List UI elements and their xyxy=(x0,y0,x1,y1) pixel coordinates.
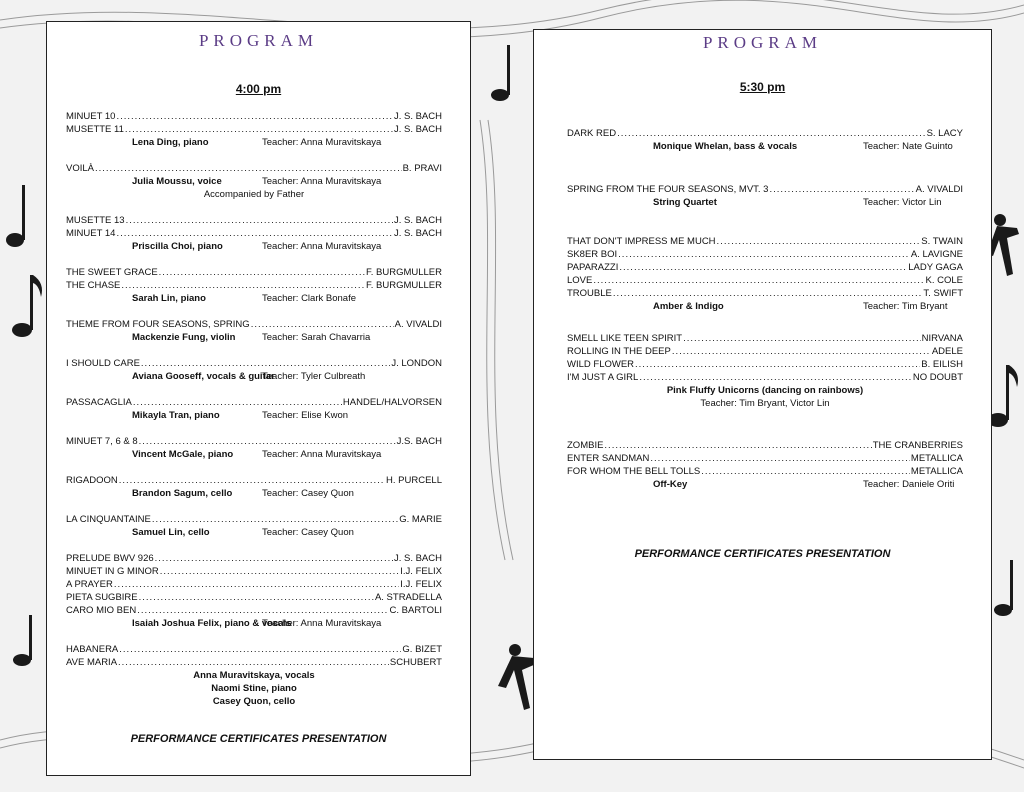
program-entry xyxy=(66,357,442,383)
piece-row xyxy=(66,435,442,448)
program-entry xyxy=(66,266,442,305)
piece-title: ROLLING IN THE DEEP xyxy=(567,346,671,357)
music-note-icon xyxy=(13,615,32,666)
dot-leader xyxy=(617,127,925,140)
dot-leader xyxy=(159,266,365,279)
program-entry xyxy=(66,162,442,201)
piece-row xyxy=(66,357,442,370)
piece-composer: J. S. BACH xyxy=(393,124,442,135)
piece-title: THEME FROM FOUR SEASONS, SPRING xyxy=(66,319,250,330)
session-time: 5:30 pm xyxy=(739,80,786,94)
performer-row xyxy=(66,617,442,630)
dot-leader xyxy=(125,123,393,136)
piece-composer: G. BIZET xyxy=(402,644,442,655)
performer-name: Naomi Stine, piano xyxy=(211,683,297,694)
piece-composer: HANDEL/HALVORSEN xyxy=(342,397,442,408)
piece-row xyxy=(567,332,963,345)
performer-name: Priscilla Choi, piano xyxy=(132,241,223,252)
piece-title: THAT DON'T IMPRESS ME MUCH xyxy=(567,236,716,247)
teacher-name: Teacher: Anna Muravitskaya xyxy=(262,241,382,252)
dot-leader xyxy=(133,396,342,409)
performer-row xyxy=(567,300,963,313)
program-entry xyxy=(66,552,442,630)
piece-title: THE SWEET GRACE xyxy=(66,267,158,278)
teacher-name: Teacher: Victor Lin xyxy=(863,197,942,208)
piece-row xyxy=(66,110,442,123)
performer-row xyxy=(66,292,442,305)
piece-row xyxy=(66,565,442,578)
piece-row xyxy=(567,371,963,384)
piece-title: THE CHASE xyxy=(66,280,121,291)
piece-composer: A. VIVALDI xyxy=(915,184,963,195)
program-heading: PROGRAM xyxy=(198,31,319,50)
dot-leader xyxy=(119,474,385,487)
dot-leader xyxy=(116,110,393,123)
piece-composer: METALLICA xyxy=(910,453,963,464)
piece-row xyxy=(66,591,442,604)
performer-row xyxy=(66,175,442,188)
dot-leader xyxy=(717,235,921,248)
dot-leader xyxy=(126,214,393,227)
piece-title: PIETA SUGBIRE xyxy=(66,592,138,603)
piece-composer: LADY GAGA xyxy=(908,262,963,273)
piece-row xyxy=(567,452,963,465)
performer-row xyxy=(66,370,442,383)
teacher-name: Teacher: Casey Quon xyxy=(262,527,354,538)
dot-leader xyxy=(119,643,401,656)
piece-composer: METALLICA xyxy=(910,466,963,477)
piece-title: LA CINQUANTAINE xyxy=(66,514,151,525)
performer-name: Julia Moussu, voice xyxy=(132,176,222,187)
piece-row xyxy=(66,214,442,227)
performer-name: Vincent McGale, piano xyxy=(132,449,234,460)
music-note-icon xyxy=(994,560,1013,616)
program-entry xyxy=(567,439,963,491)
dot-leader xyxy=(639,371,912,384)
dot-leader xyxy=(116,227,393,240)
piece-title: ZOMBIE xyxy=(567,440,604,451)
piece-title: MUSETTE 13 xyxy=(66,215,125,226)
piece-composer: NIRVANA xyxy=(921,333,963,344)
performer-row xyxy=(567,140,963,153)
performer-name: Brandon Sagum, cello xyxy=(132,488,233,499)
piece-row xyxy=(567,274,963,287)
piece-composer: A. STRADELLA xyxy=(374,592,442,603)
session-time: 4:00 pm xyxy=(235,82,282,96)
accompaniment-note: Accompanied by Father xyxy=(203,189,305,200)
piece-title: MINUET 14 xyxy=(66,228,116,239)
piece-title: PRELUDE BWV 926 xyxy=(66,553,154,564)
piece-composer: T. SWIFT xyxy=(923,288,963,299)
piece-composer: C. BARTOLI xyxy=(389,605,442,616)
program-entry xyxy=(66,396,442,422)
teacher-name: Teacher: Nate Guinto xyxy=(863,141,953,152)
piece-row xyxy=(66,604,442,617)
piece-composer: K. COLE xyxy=(925,275,963,286)
piece-composer: S. TWAIN xyxy=(921,236,963,247)
piece-row xyxy=(66,656,442,669)
piece-row xyxy=(567,345,963,358)
piece-composer: THE CRANBERRIES xyxy=(872,440,963,451)
piece-row xyxy=(567,261,963,274)
performer-name: Samuel Lin, cello xyxy=(132,527,210,538)
program-entry xyxy=(567,127,963,153)
program-entry xyxy=(66,110,442,149)
program-entry xyxy=(66,474,442,500)
teacher-name: Teacher: Sarah Chavarria xyxy=(262,332,371,343)
piece-row xyxy=(66,513,442,526)
piece-composer: J. S. BACH xyxy=(393,215,442,226)
piece-row xyxy=(66,578,442,591)
dot-leader xyxy=(769,183,914,196)
program-panel-left xyxy=(46,21,471,776)
program-panel-right xyxy=(533,29,992,760)
piece-row xyxy=(567,358,963,371)
performer-row xyxy=(66,526,442,539)
program-entry xyxy=(66,435,442,461)
piece-title: MINUET 10 xyxy=(66,111,116,122)
dot-leader xyxy=(118,656,389,669)
dot-leader xyxy=(618,248,910,261)
piece-composer: J. S. BACH xyxy=(393,228,442,239)
dancer-silhouette-icon xyxy=(498,644,536,710)
piece-composer: SCHUBERT xyxy=(389,657,442,668)
performer-name: Monique Whelan, bass & vocals xyxy=(653,141,798,152)
program-entry xyxy=(567,235,963,313)
piece-title: AVE MARIA xyxy=(66,657,118,668)
dot-leader xyxy=(604,439,871,452)
piece-composer: I.J. FELIX xyxy=(400,566,442,577)
piece-title: DARK RED xyxy=(567,128,617,139)
piece-row xyxy=(66,123,442,136)
dot-leader xyxy=(121,279,365,292)
program-entry xyxy=(567,183,963,209)
dot-leader xyxy=(137,604,388,617)
dot-leader xyxy=(114,578,399,591)
piece-title: I'M JUST A GIRL xyxy=(567,372,639,383)
performer-row xyxy=(66,448,442,461)
piece-composer: B. PRAVI xyxy=(402,163,442,174)
piece-row xyxy=(66,474,442,487)
program-heading: PROGRAM xyxy=(702,33,823,52)
piece-row xyxy=(567,183,963,196)
performer-name: String Quartet xyxy=(653,197,717,208)
piece-row xyxy=(66,227,442,240)
piece-row xyxy=(567,465,963,478)
performer-row xyxy=(66,240,442,253)
certificates-footer: PERFORMANCE CERTIFICATES PRESENTATION xyxy=(634,548,891,560)
teacher-name: Teacher: Tim Bryant xyxy=(863,301,948,312)
piece-row xyxy=(66,643,442,656)
piece-composer: NO DOUBT xyxy=(912,372,963,383)
piece-composer: I.J. FELIX xyxy=(400,579,442,590)
performer-name: Off-Key xyxy=(653,479,688,490)
performer-name: Sarah Lin, piano xyxy=(132,293,206,304)
dot-leader xyxy=(152,513,398,526)
piece-composer: S. LACY xyxy=(926,128,963,139)
piece-composer: J.S. BACH xyxy=(396,436,442,447)
piece-composer: ADELE xyxy=(931,346,963,357)
dot-leader xyxy=(155,552,393,565)
piece-row xyxy=(567,439,963,452)
dot-leader xyxy=(593,274,924,287)
piece-title: SK8ER BOI xyxy=(567,249,618,260)
program-entry xyxy=(66,214,442,253)
piece-composer: F. BURGMULLER xyxy=(365,280,442,291)
dot-leader xyxy=(683,332,921,345)
dot-leader xyxy=(139,591,374,604)
teacher-name: Teacher: Elise Kwon xyxy=(262,410,349,421)
group-teacher: Teacher: Tim Bryant, Victor Lin xyxy=(700,398,830,409)
piece-composer: A. VIVALDI xyxy=(394,319,442,330)
piece-title: MINUET 7, 6 & 8 xyxy=(66,436,138,447)
performer-name: Amber & Indigo xyxy=(653,301,724,312)
piece-title: PASSACAGLIA xyxy=(66,397,132,408)
piece-title: A PRAYER xyxy=(66,579,113,590)
performer-row xyxy=(66,487,442,500)
teacher-name: Teacher: Daniele Oriti xyxy=(863,479,955,490)
piece-composer: F. BURGMULLER xyxy=(365,267,442,278)
teacher-name: Teacher: Tyler Culbreath xyxy=(262,371,366,382)
program-entry xyxy=(567,332,963,410)
piece-composer: B. EILISH xyxy=(921,359,963,370)
piece-composer: A. LAVIGNE xyxy=(910,249,963,260)
certificates-footer: PERFORMANCE CERTIFICATES PRESENTATION xyxy=(130,733,387,745)
teacher-name: Teacher: Anna Muravitskaya xyxy=(262,137,382,148)
piece-row xyxy=(567,127,963,140)
piece-title: RIGADOON xyxy=(66,475,118,486)
piece-row xyxy=(567,248,963,261)
piece-composer: J. S. BACH xyxy=(393,111,442,122)
program-entry xyxy=(66,513,442,539)
music-note-icon xyxy=(12,275,42,337)
piece-row xyxy=(567,235,963,248)
piece-title: FOR WHOM THE BELL TOLLS xyxy=(567,466,701,477)
performer-name: Anna Muravitskaya, vocals xyxy=(193,670,315,681)
piece-composer: J. LONDON xyxy=(391,358,442,369)
piece-row xyxy=(567,287,963,300)
performer-name: Aviana Gooseff, vocals & guitar xyxy=(132,371,275,382)
performer-row xyxy=(66,136,442,149)
music-note-icon xyxy=(491,45,510,101)
performer-row xyxy=(66,409,442,422)
piece-row xyxy=(66,396,442,409)
performer-row xyxy=(567,196,963,209)
piece-row xyxy=(66,266,442,279)
dot-leader xyxy=(613,287,923,300)
teacher-name: Teacher: Casey Quon xyxy=(262,488,354,499)
music-note-icon xyxy=(6,185,25,247)
dot-leader xyxy=(650,452,910,465)
piece-title: VOILÀ xyxy=(66,163,94,174)
piece-title: SPRING FROM THE FOUR SEASONS, MVT. 3 xyxy=(567,184,769,195)
piece-title: I SHOULD CARE xyxy=(66,358,140,369)
piece-title: WILD FLOWER xyxy=(567,359,635,370)
piece-title: MINUET IN G MINOR xyxy=(66,566,159,577)
teacher-name: Teacher: Anna Muravitskaya xyxy=(262,618,382,629)
performer-name: Lena Ding, piano xyxy=(132,137,209,148)
group-name: Pink Fluffy Unicorns (dancing on rainbows) xyxy=(666,385,864,396)
performer-name: Casey Quon, cello xyxy=(212,696,296,707)
piece-title: PAPARAZZI xyxy=(567,262,619,273)
piece-title: MUSETTE 11 xyxy=(66,124,124,135)
piece-composer: G. MARIE xyxy=(399,514,442,525)
dot-leader xyxy=(672,345,931,358)
piece-row xyxy=(66,318,442,331)
piece-title: LOVE xyxy=(567,275,593,286)
piece-title: TROUBLE xyxy=(567,288,612,299)
piece-row xyxy=(66,279,442,292)
piece-title: CARO MIO BEN xyxy=(66,605,137,616)
teacher-name: Teacher: Anna Muravitskaya xyxy=(262,449,382,460)
music-note-icon xyxy=(988,365,1018,427)
teacher-name: Teacher: Anna Muravitskaya xyxy=(262,176,382,187)
piece-composer: J. S. BACH xyxy=(393,553,442,564)
piece-row xyxy=(66,552,442,565)
teacher-name: Teacher: Clark Bonafe xyxy=(262,293,356,304)
dot-leader xyxy=(139,435,396,448)
dot-leader xyxy=(160,565,400,578)
performer-name: Mikayla Tran, piano xyxy=(132,410,220,421)
piece-composer: H. PURCELL xyxy=(386,475,442,486)
dot-leader xyxy=(635,358,920,371)
dot-leader xyxy=(141,357,390,370)
performer-name: Isaiah Joshua Felix, piano & vocals xyxy=(132,618,292,629)
dot-leader xyxy=(251,318,394,331)
piece-title: SMELL LIKE TEEN SPIRIT xyxy=(567,333,683,344)
dot-leader xyxy=(95,162,402,175)
dot-leader xyxy=(701,465,910,478)
piece-title: ENTER SANDMAN xyxy=(567,453,650,464)
piece-row xyxy=(66,162,442,175)
performer-name: Mackenzie Fung, violin xyxy=(132,332,236,343)
performer-row xyxy=(66,331,442,344)
dot-leader xyxy=(619,261,907,274)
piece-title: HABANERA xyxy=(66,644,119,655)
program-entry xyxy=(66,318,442,344)
performer-row xyxy=(567,478,963,491)
program-entry xyxy=(66,643,442,708)
